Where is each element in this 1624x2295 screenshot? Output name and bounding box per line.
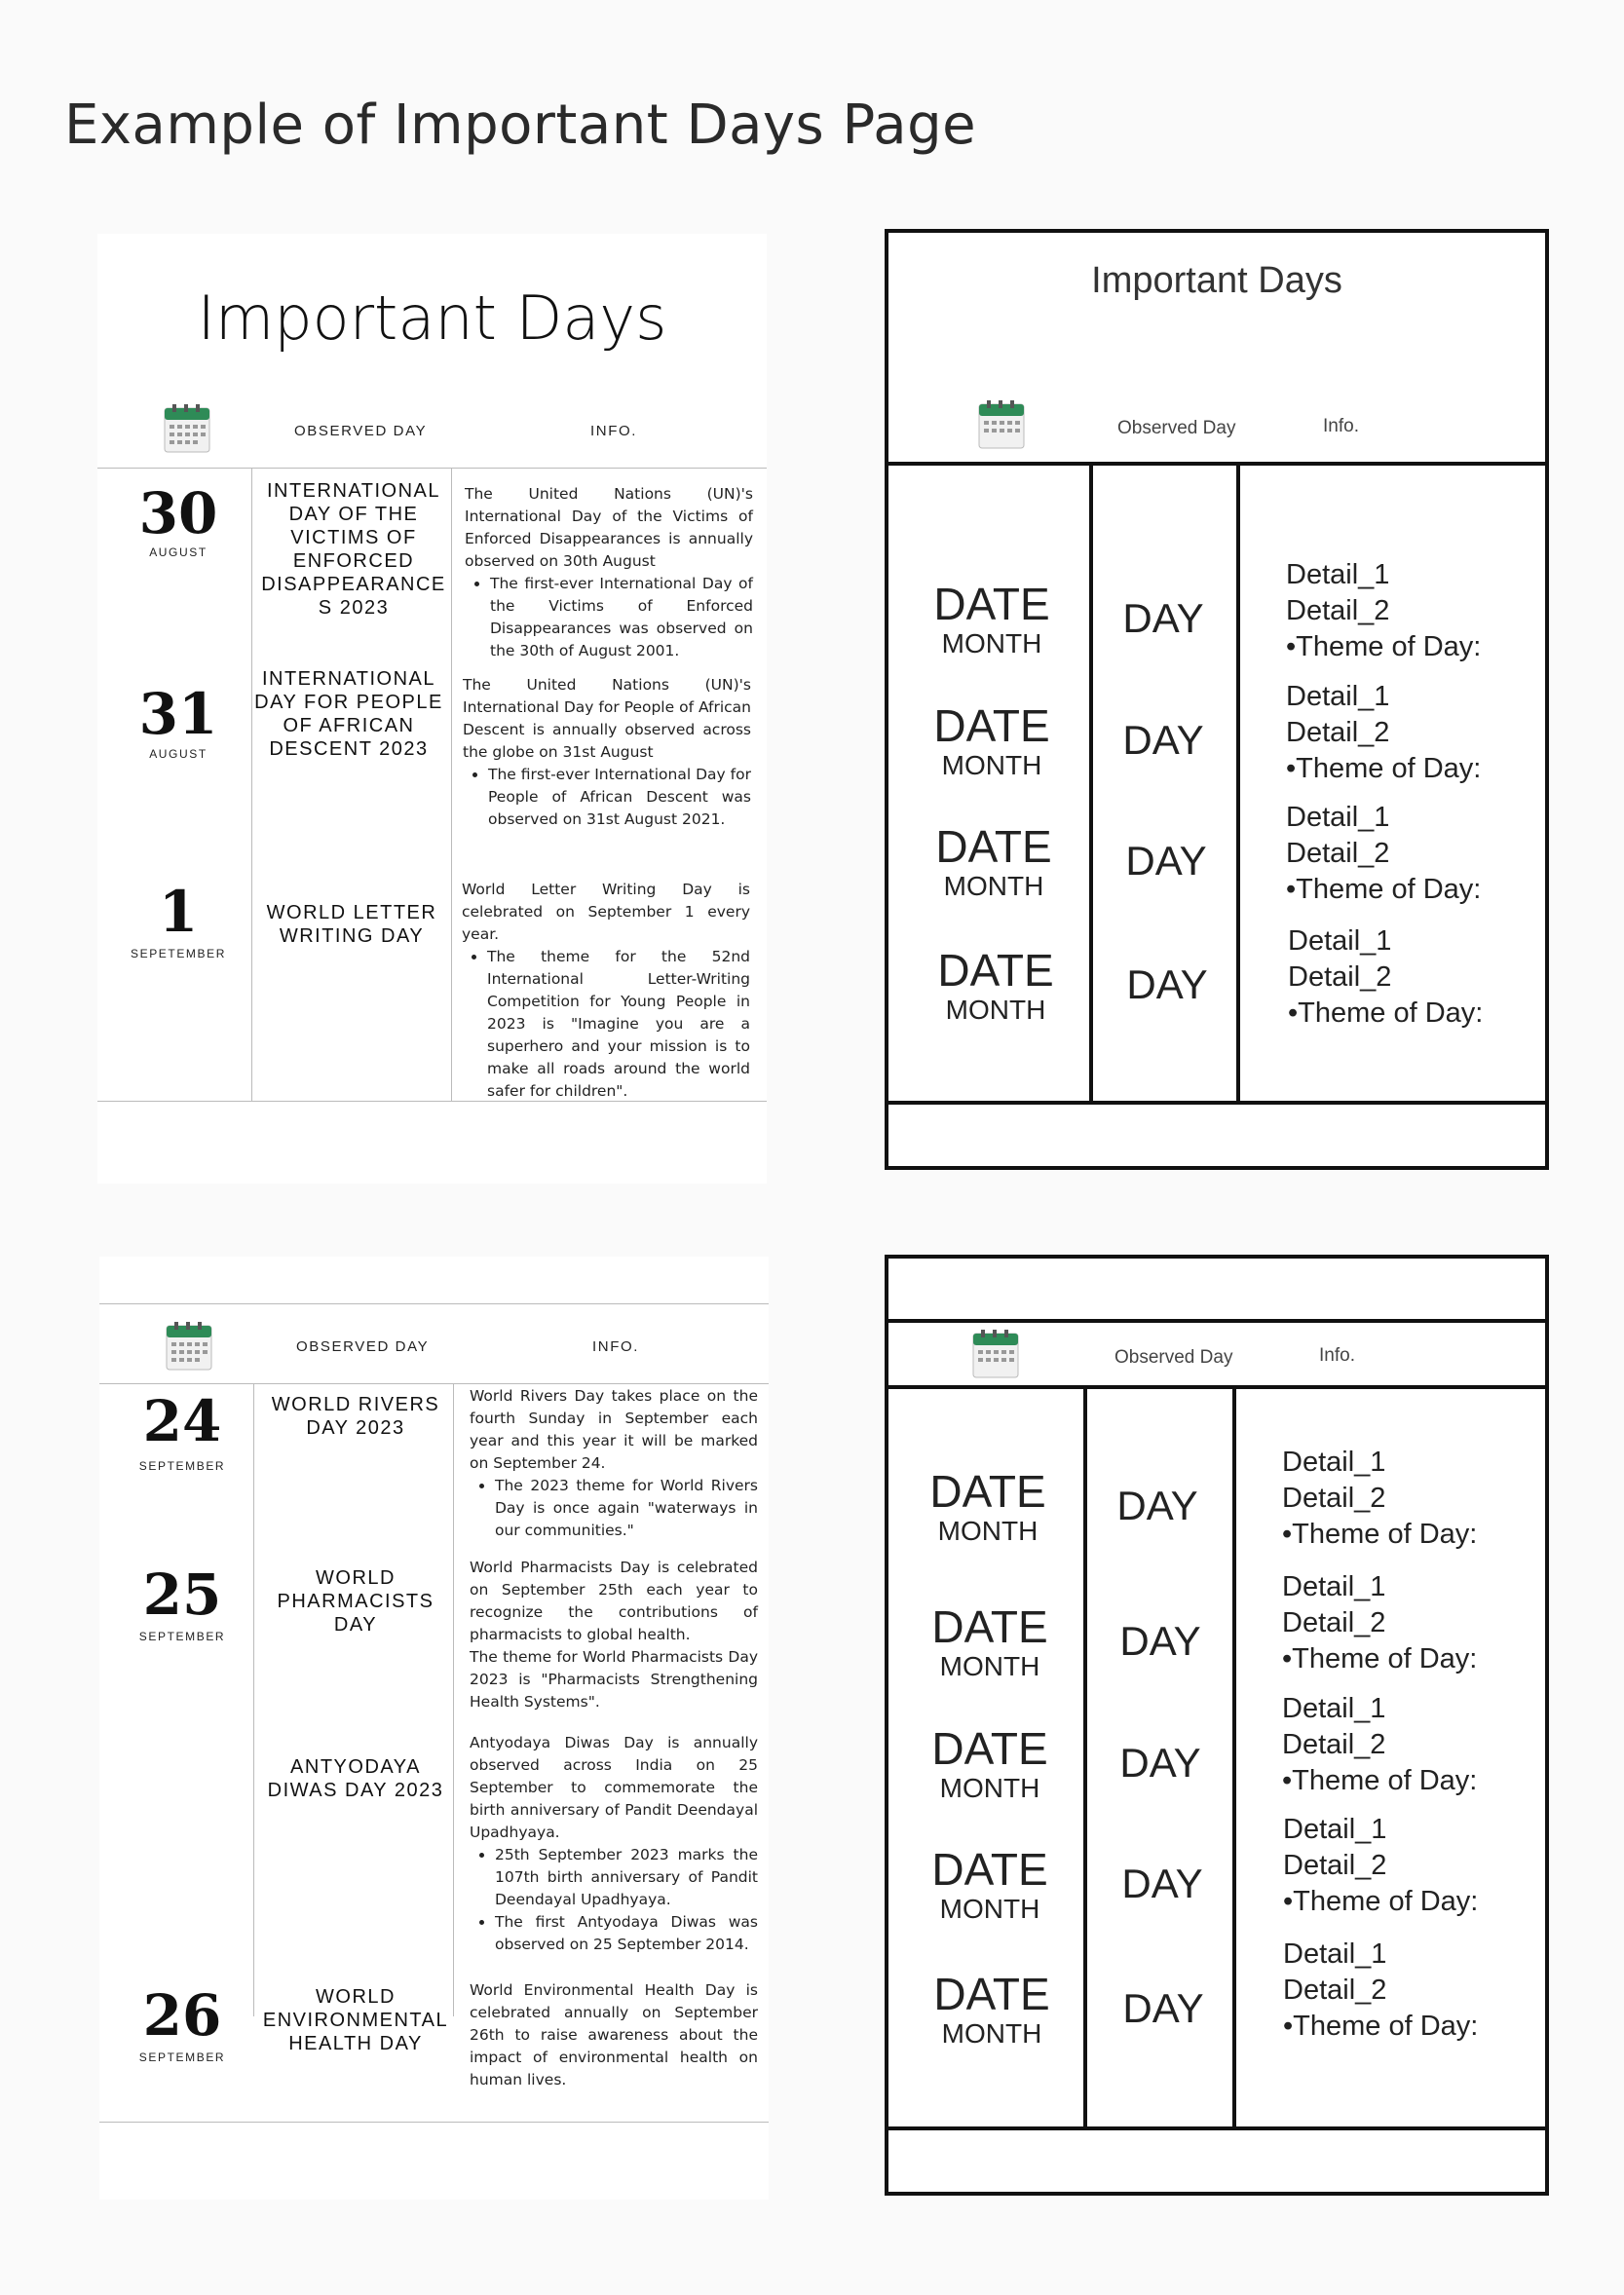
detail-2: Detail_2: [1288, 961, 1392, 993]
detail-2: Detail_2: [1286, 838, 1390, 869]
detail-1: Detail_1: [1286, 681, 1390, 712]
date-month: SEPTEMBER: [138, 2050, 226, 2064]
detail-2: Detail_2: [1282, 1483, 1386, 1514]
divider: [99, 1303, 769, 1304]
date-placeholder: DATE: [933, 1969, 1050, 2019]
template-title: Important Days: [1091, 260, 1342, 301]
observed-day-name: ANTYODAYA DIWAS DAY 2023: [267, 1756, 444, 1801]
detail-1: Detail_1: [1282, 1693, 1386, 1724]
divider: [453, 1383, 454, 2016]
divider: [251, 468, 252, 1101]
month-placeholder: MONTH: [941, 750, 1042, 780]
detail-placeholder: [1286, 800, 1481, 908]
column-header-info: INFO.: [590, 423, 637, 439]
date-placeholder: DATE: [935, 821, 1052, 872]
column-header-info: Info.: [1323, 416, 1359, 436]
detail-placeholder: [1282, 1691, 1477, 1799]
info-intro: Antyodaya Diwas Day is annually observed across India on 25 September to commemorate the birth anniversary of Pandit Deendayal Upadhyaya.: [470, 1734, 758, 1841]
date-placeholder: DATE: [931, 1844, 1048, 1895]
date-placeholder: DATE: [933, 579, 1050, 629]
divider: [97, 468, 767, 469]
date-placeholder: DATE: [937, 945, 1054, 996]
month-placeholder: MONTH: [939, 1773, 1040, 1803]
divider: [888, 462, 1545, 466]
info-text: [470, 1979, 758, 2091]
observed-day-name: WORLD RIVERS DAY 2023: [271, 1394, 440, 1439]
calendar-icon: [978, 400, 1025, 449]
detail-placeholder: [1282, 1569, 1477, 1677]
column-header-observed: OBSERVED DAY: [296, 1338, 430, 1355]
divider: [1236, 466, 1240, 1104]
theme-of-day: •Theme of Day:: [1286, 874, 1482, 905]
date-month: AUGUST: [149, 747, 208, 761]
calendar-icon: [164, 404, 210, 453]
month-placeholder: MONTH: [943, 871, 1044, 901]
info-bullet: • The theme for the 52nd International Letter-Writing Competition for Young People in 2023 is "Imagine you are a superhero and your mission is to make all roads around the world safer for children".: [487, 946, 750, 1103]
detail-1: Detail_1: [1283, 1814, 1387, 1845]
detail-1: Detail_1: [1286, 802, 1390, 833]
theme-of-day: •Theme of Day:: [1282, 1519, 1478, 1550]
detail-2: Detail_2: [1282, 1607, 1386, 1638]
info-intro: World Environmental Health Day is celebrated annually on September 26th to raise awareness about the impact of environmental health on human lives.: [470, 1981, 758, 2088]
page-title: Example of Important Days Page: [64, 94, 977, 157]
day-placeholder: DAY: [1122, 1985, 1204, 2031]
divider: [99, 1383, 769, 1384]
date-number: 25: [142, 1561, 222, 1628]
day-placeholder: DAY: [1126, 961, 1208, 1007]
card-heading: Important Days: [197, 282, 667, 354]
date-placeholder: DATE: [929, 1466, 1046, 1517]
detail-2: Detail_2: [1282, 1729, 1386, 1760]
info-extra: The theme for World Pharmacists Day 2023 is "Pharmacists Strengthening Health Systems".: [470, 1648, 758, 1711]
divider: [1089, 466, 1093, 1104]
observed-day-name: WORLD PHARMACISTS DAY: [277, 1567, 434, 1636]
detail-1: Detail_1: [1283, 1938, 1387, 1970]
detail-2: Detail_2: [1283, 1850, 1387, 1881]
info-intro: The United Nations (UN)'s International Day for People of African Descent is annually observed across the globe on 31st August: [463, 676, 751, 761]
template-box-bottom: [885, 1255, 1549, 2196]
date-month: SEPTEMBER: [138, 1630, 226, 1643]
date-number: 31: [138, 681, 218, 747]
month-placeholder: MONTH: [945, 995, 1046, 1025]
column-header-observed: OBSERVED DAY: [294, 423, 428, 439]
info-bullet: • The 2023 theme for World Rivers Day is once again "waterways in our communities.": [495, 1475, 758, 1542]
month-placeholder: MONTH: [941, 2018, 1042, 2049]
info-text: [470, 1557, 758, 1713]
info-text: [470, 1732, 758, 1956]
day-placeholder: DAY: [1119, 1618, 1201, 1664]
detail-1: Detail_1: [1288, 925, 1392, 957]
info-bullet: • The first Antyodaya Diwas was observed on 25 September 2014.: [495, 1911, 758, 1956]
day-placeholder: DAY: [1119, 1740, 1201, 1786]
column-header-observed: Observed Day: [1114, 1347, 1233, 1368]
date-month: SEPETEMBER: [130, 947, 227, 960]
column-header-observed: Observed Day: [1117, 418, 1236, 438]
column-header-info: INFO.: [592, 1338, 639, 1355]
divider: [888, 2126, 1545, 2130]
detail-2: Detail_2: [1283, 1975, 1387, 2006]
calendar-icon: [972, 1330, 1019, 1378]
theme-of-day: •Theme of Day:: [1286, 631, 1482, 662]
theme-of-day: •Theme of Day:: [1282, 1643, 1478, 1674]
detail-2: Detail_2: [1286, 717, 1390, 748]
divider: [888, 1101, 1545, 1105]
observed-day-name: WORLD LETTER WRITING DAY: [266, 902, 437, 947]
day-placeholder: DAY: [1121, 1861, 1203, 1906]
month-placeholder: MONTH: [937, 1516, 1039, 1546]
info-text: [465, 483, 753, 662]
day-placeholder: DAY: [1125, 838, 1207, 884]
theme-of-day: •Theme of Day:: [1283, 1886, 1479, 1917]
example-card-bottom: [99, 1257, 769, 2200]
divider: [1232, 1389, 1236, 2129]
theme-of-day: •Theme of Day:: [1283, 2011, 1479, 2042]
divider: [99, 2122, 769, 2123]
info-bullet: • 25th September 2023 marks the 107th birth anniversary of Pandit Deendayal Upadhyaya.: [495, 1844, 758, 1911]
detail-placeholder: [1283, 1812, 1478, 1920]
day-placeholder: DAY: [1116, 1483, 1198, 1528]
date-placeholder: DATE: [931, 1723, 1048, 1774]
divider: [1083, 1389, 1087, 2129]
date-number: 1: [158, 879, 199, 945]
detail-placeholder: [1286, 557, 1481, 665]
detail-1: Detail_1: [1286, 559, 1390, 590]
divider: [253, 1383, 254, 2016]
theme-of-day: •Theme of Day:: [1288, 997, 1484, 1029]
info-intro: The United Nations (UN)'s International Day of the Victims of Enforced Disappearances is annually observed on 30th August: [465, 485, 753, 570]
observed-day-name: WORLD ENVIRONMENTAL HEALTH DAY: [262, 1986, 449, 2054]
info-text: [462, 879, 750, 1103]
theme-of-day: •Theme of Day:: [1286, 753, 1482, 784]
template-box-top: [885, 229, 1549, 1170]
month-placeholder: MONTH: [941, 628, 1042, 658]
detail-placeholder: [1282, 1445, 1477, 1553]
info-intro: World Pharmacists Day is celebrated on September 25th each year to recognize the contributions of pharmacists to global health.: [470, 1559, 758, 1643]
date-placeholder: DATE: [933, 700, 1050, 751]
divider: [888, 1319, 1545, 1323]
detail-placeholder: [1283, 1937, 1478, 2045]
column-header-info: Info.: [1319, 1345, 1355, 1366]
date-number: 24: [142, 1388, 222, 1454]
observed-day-name: INTERNATIONAL DAY OF THE VICTIMS OF ENFORCED DISAPPEARANCES 2023: [261, 480, 446, 619]
info-bullet: • The first-ever International Day of the Victims of Enforced Disappearances was observed on the 30th of August 2001.: [490, 573, 753, 662]
detail-1: Detail_1: [1282, 1447, 1386, 1478]
divider: [451, 468, 452, 1101]
day-placeholder: DAY: [1122, 595, 1204, 641]
observed-day-name: INTERNATIONAL DAY FOR PEOPLE OF AFRICAN DESCENT 2023: [254, 668, 443, 760]
date-number: 26: [142, 1982, 222, 2049]
info-intro: World Rivers Day takes place on the fourth Sunday in September each year and this year it will be marked on September 24.: [470, 1387, 758, 1472]
detail-2: Detail_2: [1286, 595, 1390, 626]
date-month: AUGUST: [149, 546, 208, 559]
info-intro: World Letter Writing Day is celebrated on September 1 every year.: [462, 881, 750, 943]
info-text: [463, 674, 751, 831]
example-card-top: [97, 234, 767, 1184]
detail-placeholder: [1286, 679, 1481, 787]
detail-placeholder: [1288, 923, 1483, 1032]
info-bullet: • The first-ever International Day for People of African Descent was observed on 31st August 2021.: [488, 764, 751, 831]
month-placeholder: MONTH: [939, 1651, 1040, 1681]
date-number: 30: [138, 480, 218, 546]
calendar-icon: [166, 1322, 212, 1371]
date-month: SEPTEMBER: [138, 1459, 226, 1473]
theme-of-day: •Theme of Day:: [1282, 1765, 1478, 1796]
day-placeholder: DAY: [1122, 717, 1204, 763]
detail-1: Detail_1: [1282, 1571, 1386, 1602]
date-placeholder: DATE: [931, 1601, 1048, 1652]
divider: [888, 1385, 1545, 1389]
info-text: [470, 1385, 758, 1542]
month-placeholder: MONTH: [939, 1894, 1040, 1924]
